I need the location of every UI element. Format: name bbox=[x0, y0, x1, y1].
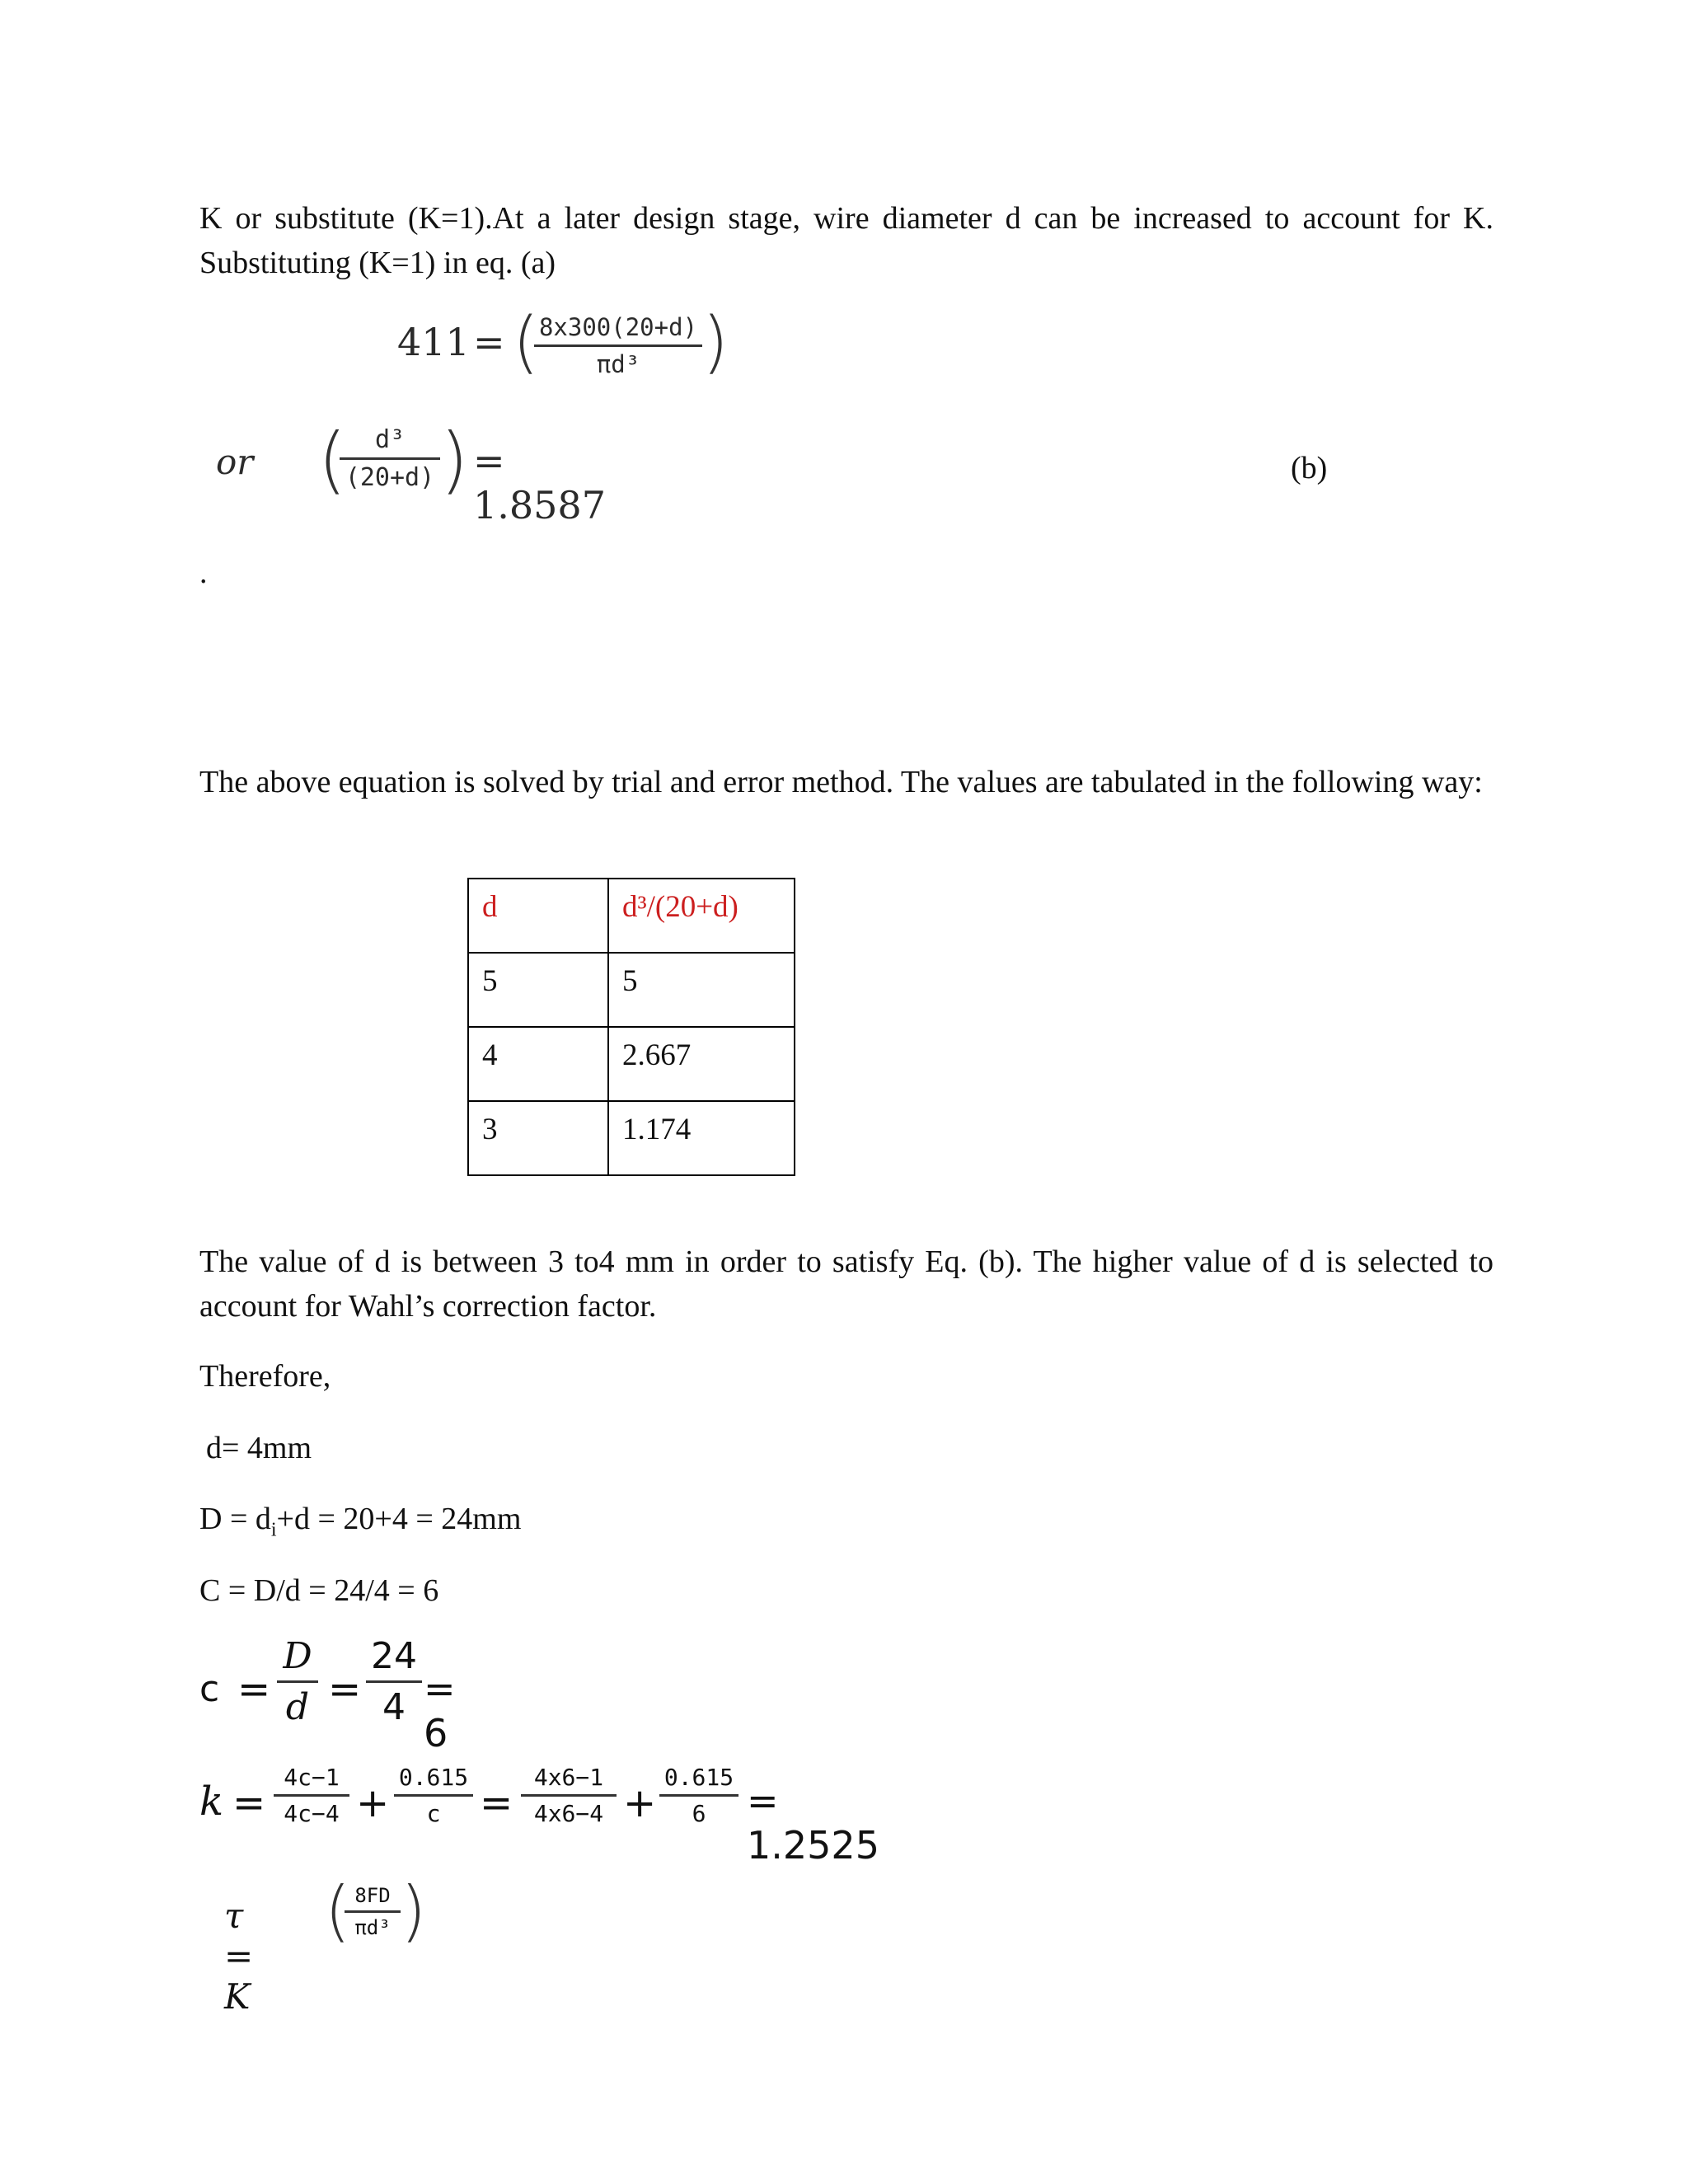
eqtau-left-paren: ( bbox=[325, 1872, 351, 1949]
eqc-equals-2: = bbox=[328, 1666, 362, 1713]
eqc-rhs: = 6 bbox=[424, 1666, 456, 1755]
eq2-right-paren: ) bbox=[440, 417, 469, 502]
table-cell: 1.174 bbox=[608, 1101, 795, 1175]
eqk-num-2: 0.615 bbox=[398, 1764, 469, 1791]
therefore-text: Therefore, bbox=[199, 1359, 331, 1394]
eqk-den-4: 6 bbox=[692, 1800, 706, 1827]
eqc-fraction-1 bbox=[277, 1635, 318, 1728]
eqk-plus-2: + bbox=[623, 1780, 657, 1826]
eq2-or: or bbox=[216, 442, 254, 482]
eqc-fraction-2 bbox=[366, 1635, 422, 1728]
eq1-lhs: 411 bbox=[397, 320, 470, 364]
eqc-den-1: d bbox=[285, 1686, 310, 1728]
eqtau-lhs: τ = K bbox=[224, 1896, 254, 2017]
eqtau-num: 8FD bbox=[354, 1884, 391, 1907]
eq2-fraction bbox=[340, 425, 440, 492]
table-header-ratio: d³/(20+d) bbox=[608, 879, 795, 953]
eqk-den-2: c bbox=[426, 1800, 441, 1827]
eqtau-den: πd³ bbox=[354, 1916, 391, 1939]
table-cell: 5 bbox=[468, 953, 608, 1027]
eqc-num-2: 24 bbox=[371, 1635, 417, 1677]
result-D bbox=[199, 1497, 521, 1553]
result-D-subscript: i bbox=[270, 1519, 277, 1541]
result-D-suffix: +d = 20+4 = 24mm bbox=[276, 1502, 522, 1536]
eq1-fraction bbox=[534, 313, 702, 378]
eq1-equals: = bbox=[473, 320, 505, 364]
eq1-left-paren: ( bbox=[513, 303, 539, 382]
eqc-num-1: D bbox=[283, 1635, 312, 1677]
table-cell: 4 bbox=[468, 1027, 608, 1101]
table-row bbox=[468, 1027, 795, 1101]
eqk-den-1: 4c−4 bbox=[284, 1800, 340, 1827]
eqk-num-3: 4x6−1 bbox=[533, 1764, 604, 1791]
table-cell: 5 bbox=[608, 953, 795, 1027]
equation-label-b: (b) bbox=[1291, 451, 1328, 485]
eqk-plus-1: + bbox=[356, 1780, 390, 1826]
eqk-fraction-2 bbox=[394, 1764, 473, 1827]
table-cell: 2.667 bbox=[608, 1027, 795, 1101]
table-row bbox=[468, 1101, 795, 1175]
result-C: C = D/d = 24/4 = 6 bbox=[199, 1573, 439, 1608]
eqk-rhs: = 1.2525 bbox=[747, 1779, 879, 1868]
eqk-fraction-4 bbox=[659, 1764, 738, 1827]
eqtau-fraction bbox=[345, 1884, 401, 1939]
eqk-fraction-3 bbox=[521, 1764, 617, 1827]
eq2-denominator: (20+d) bbox=[345, 463, 435, 492]
eqk-fraction-1 bbox=[274, 1764, 349, 1827]
eqk-num-4: 0.615 bbox=[663, 1764, 734, 1791]
eqk-lhs: k bbox=[199, 1779, 224, 1825]
result-D-prefix: D = d bbox=[199, 1502, 271, 1536]
table-row bbox=[468, 953, 795, 1027]
table-header-row bbox=[468, 879, 795, 953]
eqk-equals-1: = bbox=[232, 1780, 266, 1826]
eqk-equals-2: = bbox=[480, 1780, 513, 1826]
eq2-numerator: d³ bbox=[374, 425, 406, 454]
eqc-equals-1: = bbox=[237, 1666, 271, 1713]
intro-paragraph: K or substitute (K=1).At a later design stage, wire diameter d can be increased to account for K. Substituting (K=1) in eq. (a) bbox=[199, 201, 1493, 280]
conclusion-paragraph: The value of d is between 3 to4 mm in order to satisfy Eq. (b). The higher value of d is selected to account for Wahl’s correction factor. bbox=[199, 1244, 1493, 1324]
eq1-right-paren: ) bbox=[702, 303, 729, 382]
table-cell: 3 bbox=[468, 1101, 608, 1175]
trial-paragraph: The above equation is solved by trial and error method. The values are tabulated in the following way: bbox=[199, 765, 1483, 799]
eq2-left-paren: ( bbox=[318, 417, 347, 502]
eq1-numerator: 8x300(20+d) bbox=[538, 313, 698, 341]
table-header-d: d bbox=[468, 879, 608, 953]
eqc-den-2: 4 bbox=[382, 1686, 406, 1728]
eq1-denominator: πd³ bbox=[596, 350, 640, 378]
eq2-rhs: = 1.8587 bbox=[473, 438, 606, 527]
result-d: d= 4mm bbox=[206, 1431, 312, 1465]
eqk-den-3: 4x6−4 bbox=[533, 1800, 604, 1827]
trial-table bbox=[467, 878, 795, 1176]
stray-dot: . bbox=[199, 555, 208, 590]
eqc-lhs: c bbox=[199, 1668, 220, 1710]
eqtau-right-paren: ) bbox=[401, 1872, 427, 1949]
eqk-num-1: 4c−1 bbox=[284, 1764, 340, 1791]
